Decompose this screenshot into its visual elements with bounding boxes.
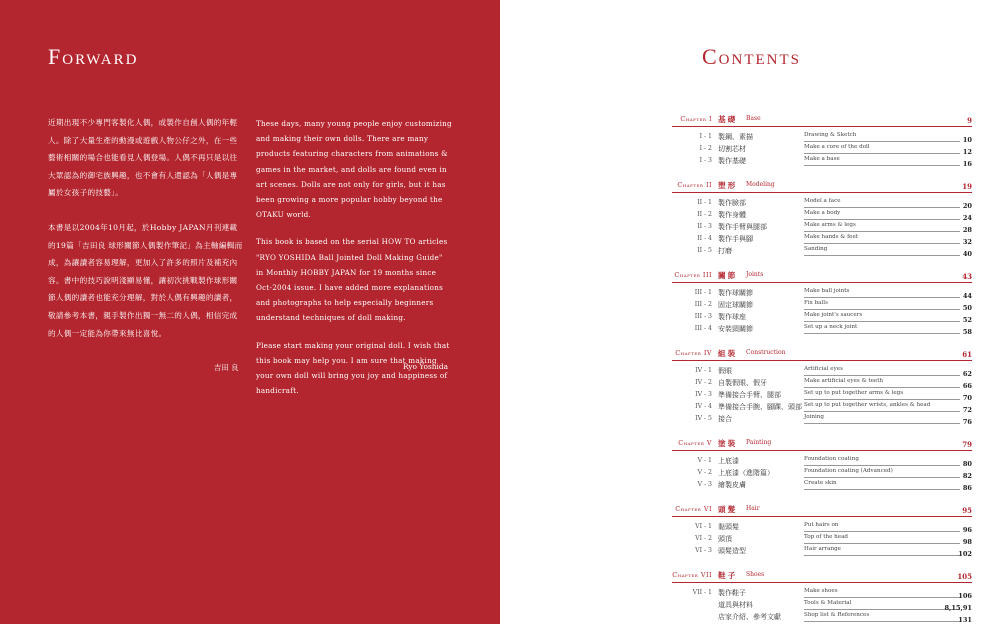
- toc-entry[interactable]: [672, 156, 972, 168]
- forward-title: Forward: [48, 44, 139, 69]
- entry-title-en: Foundation coating (Advanced): [804, 468, 893, 474]
- table-of-contents: [672, 114, 972, 636]
- chapter-divider: [672, 126, 972, 127]
- entry-number: II - 2: [697, 211, 712, 218]
- entry-number: I - 1: [699, 133, 712, 140]
- entry-title-zh: 假眼: [718, 367, 732, 375]
- entry-page-number: 40: [962, 250, 972, 258]
- entry-number: VII - 1: [692, 589, 712, 596]
- entry-number: IV - 4: [695, 403, 712, 410]
- entry-page-number: 66: [962, 382, 972, 390]
- entry-number: I - 3: [699, 157, 712, 164]
- entry-title-zh: 上底漆（進階篇）: [718, 469, 774, 477]
- chapter-divider: [672, 192, 972, 193]
- entry-title-en: Drawing & Sketch: [804, 132, 857, 138]
- entry-title-en: Shop list & References: [804, 612, 870, 618]
- entry-number: VI - 3: [695, 547, 712, 554]
- entry-leader-line: [804, 597, 960, 598]
- entry-page-number: 86: [962, 484, 972, 492]
- entry-leader-line: [804, 387, 960, 388]
- chapter-heading[interactable]: [672, 348, 972, 360]
- toc-entry[interactable]: [672, 522, 972, 534]
- entry-title-en: Sanding: [804, 246, 828, 252]
- entry-title-en: Set up to put together wrists, ankles & head: [804, 402, 931, 408]
- chapter-title-en: Modeling: [746, 181, 775, 188]
- entry-page-number: 50: [962, 304, 972, 312]
- entry-leader-line: [804, 297, 960, 298]
- entry-title-zh: 店家介紹、參考文獻: [718, 613, 781, 621]
- entry-leader-line: [804, 219, 960, 220]
- entry-number: I - 2: [699, 145, 712, 152]
- toc-entry[interactable]: [672, 402, 972, 414]
- entry-title-zh: 製作手與腳: [718, 235, 753, 243]
- chapter-heading[interactable]: [672, 114, 972, 126]
- chapter-page-number: 9: [967, 116, 972, 125]
- chapter-group: [672, 438, 972, 492]
- entry-leader-line: [804, 489, 960, 490]
- signature-english: Ryo Yoshida: [402, 362, 448, 371]
- chapter-page-number: 105: [957, 572, 972, 581]
- entry-number: III - 2: [694, 301, 712, 308]
- entry-title-zh: 頭髮造型: [718, 547, 746, 555]
- entry-title-en: Set up to put together arms & legs: [804, 390, 904, 396]
- entry-title-en: Artificial eyes: [804, 366, 843, 372]
- entry-title-zh: 上底漆: [718, 457, 739, 465]
- entry-page-number: 28: [962, 226, 972, 234]
- entry-title-en: Make a core of the doll: [804, 144, 870, 150]
- entry-title-zh: 製作身體: [718, 211, 746, 219]
- toc-entry[interactable]: [672, 246, 972, 258]
- entry-number: II - 5: [697, 247, 712, 254]
- toc-entry[interactable]: [672, 390, 972, 402]
- entry-page-number: 80: [962, 460, 972, 468]
- entry-leader-line: [804, 399, 960, 400]
- entry-leader-line: [804, 543, 960, 544]
- entry-title-zh: 頭頂: [718, 535, 732, 543]
- entry-title-en: Make arms & legs: [804, 222, 856, 228]
- entry-number: V - 3: [697, 481, 712, 488]
- en-paragraph-3: Please start making your original doll. I wish that this book may help you. I am sure that making your own doll will bring you joy and happiness of handicraft.: [256, 340, 450, 396]
- entry-title-en: Set up a neck joint: [804, 324, 858, 330]
- contents-title: Contents: [702, 44, 802, 69]
- entry-leader-line: [804, 465, 960, 466]
- chapter-heading[interactable]: [672, 438, 972, 450]
- chapter-title-zh: 鞋子: [718, 571, 738, 580]
- entry-leader-line: [804, 321, 960, 322]
- entry-title-zh: 製鋼、素描: [718, 133, 753, 141]
- entry-page-number: 106: [958, 592, 972, 600]
- entry-number: V - 2: [697, 469, 712, 476]
- chapter-label: Chapter II: [677, 181, 712, 189]
- chapter-title-en: Painting: [746, 439, 772, 446]
- toc-entry[interactable]: [672, 234, 972, 246]
- entry-page-number: 24: [962, 214, 972, 222]
- entry-leader-line: [804, 477, 960, 478]
- entry-title-zh: 道具與材料: [718, 601, 753, 609]
- entry-title-en: Make hands & feet: [804, 234, 859, 240]
- entry-title-zh: 自製假眼、假牙: [718, 379, 767, 387]
- entry-title-zh: 安裝頸關節: [718, 325, 753, 333]
- entry-leader-line: [804, 375, 960, 376]
- chapter-divider: [672, 582, 972, 583]
- entry-page-number: 72: [962, 406, 972, 414]
- toc-entry[interactable]: [672, 288, 972, 300]
- chapter-label: Chapter IV: [675, 349, 712, 357]
- entry-title-zh: 製作球關節: [718, 289, 753, 297]
- entry-title-zh: 切割芯材: [718, 145, 746, 153]
- toc-entry[interactable]: [672, 612, 972, 624]
- entry-title-en: Joining: [804, 414, 824, 420]
- entry-title-en: Make a base: [804, 156, 840, 162]
- chapter-title-en: Base: [746, 115, 761, 122]
- chapter-group: [672, 270, 972, 336]
- chapter-heading[interactable]: [672, 570, 972, 582]
- chapter-divider: [672, 360, 972, 361]
- chapter-title-zh: 基礎: [718, 115, 738, 124]
- chapter-group: [672, 570, 972, 624]
- entry-leader-line: [804, 309, 960, 310]
- chapter-group: [672, 504, 972, 558]
- entry-leader-line: [804, 555, 960, 556]
- chapter-divider: [672, 516, 972, 517]
- toc-entry[interactable]: [672, 210, 972, 222]
- chapter-label: Chapter V: [678, 439, 712, 447]
- toc-entry[interactable]: [672, 300, 972, 312]
- en-paragraph-2: This book is based on the serial HOW TO articles "RYO YOSHIDA Ball Jointed Doll Making Guide" in Monthly HOBBY JAPAN for 19 months since Oct-2004 issue. I have added more explanations and photographs to help especially beginners understand techniques of doll making.: [256, 237, 448, 323]
- toc-entry[interactable]: [672, 480, 972, 492]
- entry-title-en: Make artificial eyes & teeth: [804, 378, 884, 384]
- entry-leader-line: [804, 141, 960, 142]
- entry-number: VI - 2: [695, 535, 712, 542]
- chapter-group: [672, 114, 972, 168]
- toc-entry[interactable]: [672, 144, 972, 156]
- entry-number: III - 4: [694, 325, 712, 332]
- entry-title-en: Make a body: [804, 210, 841, 216]
- entry-title-en: Make ball joints: [804, 288, 850, 294]
- entry-title-en: Make joint's saucers: [804, 312, 863, 318]
- chapter-title-en: Shoes: [746, 571, 765, 578]
- signature-chinese: 吉田 良: [214, 363, 239, 372]
- entry-title-zh: 製作球座: [718, 313, 746, 321]
- chapter-title-en: Joints: [746, 271, 764, 278]
- toc-entry[interactable]: [672, 456, 972, 468]
- entry-title-en: Foundation coating: [804, 456, 859, 462]
- entry-number: II - 4: [697, 235, 712, 242]
- entry-leader-line: [804, 255, 960, 256]
- entry-number: IV - 2: [695, 379, 712, 386]
- chapter-heading[interactable]: [672, 180, 972, 192]
- entry-page-number: 76: [962, 418, 972, 426]
- entry-leader-line: [804, 333, 960, 334]
- entry-page-number: 44: [962, 292, 972, 300]
- toc-entry[interactable]: [672, 366, 972, 378]
- entry-leader-line: [804, 207, 960, 208]
- entry-leader-line: [804, 243, 960, 244]
- chapter-page-number: 19: [962, 182, 972, 191]
- chapter-label: Chapter III: [674, 271, 712, 279]
- entry-title-en: Hair arrange: [804, 546, 841, 552]
- entry-number: III - 3: [694, 313, 712, 320]
- chapter-title-en: Hair: [746, 505, 760, 512]
- entry-title-zh: 製作基礎: [718, 157, 746, 165]
- entry-title-en: Create skin: [804, 480, 837, 486]
- entry-leader-line: [804, 609, 960, 610]
- toc-entry[interactable]: [672, 198, 972, 210]
- entry-title-zh: 準備接合手臂、腿部: [718, 391, 781, 399]
- chapter-group: [672, 180, 972, 258]
- entry-title-zh: 製作臉部: [718, 199, 746, 207]
- entry-title-en: Fix balls: [804, 300, 828, 306]
- entry-number: II - 1: [697, 199, 712, 206]
- chapter-heading[interactable]: [672, 270, 972, 282]
- entry-title-zh: 打磨: [718, 247, 732, 255]
- forward-page: [0, 0, 500, 624]
- entry-page-number: 70: [962, 394, 972, 402]
- entry-leader-line: [804, 423, 960, 424]
- chapter-title-zh: 頭髮: [718, 505, 738, 514]
- entry-number: II - 3: [697, 223, 712, 230]
- entry-title-en: Top of the head: [804, 534, 849, 540]
- toc-entry[interactable]: [672, 534, 972, 546]
- entry-page-number: 58: [962, 328, 972, 336]
- en-paragraph-1: These days, many young people enjoy customizing and making their own dolls. There are many products featuring characters from animations & games in the market, and dolls are found even in art scenes. Dolls are not only for girls, but it has been growing a more popular hobby beyond the OTAKU world.: [256, 119, 452, 220]
- entry-page-number: 96: [962, 526, 972, 534]
- entry-number: IV - 5: [695, 415, 712, 422]
- chapter-title-zh: 關節: [718, 271, 738, 280]
- chapter-label: Chapter VI: [675, 505, 712, 513]
- chapter-title-zh: 塑形: [718, 181, 738, 190]
- chapter-group: [672, 348, 972, 426]
- toc-entry[interactable]: [672, 324, 972, 336]
- entry-page-number: 16: [962, 160, 972, 168]
- entry-page-number: 12: [962, 148, 972, 156]
- toc-entry[interactable]: [672, 132, 972, 144]
- entry-leader-line: [804, 153, 960, 154]
- entry-page-number: 20: [962, 202, 972, 210]
- toc-entry[interactable]: [672, 312, 972, 324]
- toc-entry[interactable]: [672, 378, 972, 390]
- entry-title-zh: 準備接合手腕、腳踝、頭部: [718, 403, 802, 411]
- toc-entry[interactable]: [672, 414, 972, 426]
- entry-leader-line: [804, 411, 960, 412]
- entry-title-zh: 繪製皮膚: [718, 481, 746, 489]
- entry-title-zh: 製作手臂與腿部: [718, 223, 767, 231]
- chapter-title-en: Construction: [746, 349, 786, 356]
- entry-page-number: 98: [962, 538, 972, 546]
- entry-leader-line: [804, 531, 960, 532]
- entry-title-en: Make shoes: [804, 588, 838, 594]
- toc-entry[interactable]: [672, 222, 972, 234]
- entry-page-number: 62: [962, 370, 972, 378]
- chapter-page-number: 61: [962, 350, 972, 359]
- entry-leader-line: [804, 165, 960, 166]
- chapter-page-number: 95: [962, 506, 972, 515]
- entry-number: V - 1: [697, 457, 712, 464]
- entry-title-en: Tools & Material: [804, 600, 852, 606]
- chapter-label: Chapter I: [680, 115, 712, 123]
- zh-paragraph-1: 近期出現不少專門客製化人偶，或製作自創人偶的年輕人。除了大量生產的動漫或遊戲人物公仔之外，在一些藝術相關的場合也能看見人偶登場。人偶不再只是以往大眾認為的御宅族興趣，也不會有人還認為「人偶是專屬於女孩子的技藝」。: [48, 118, 238, 198]
- entry-page-number: 8,15,91: [944, 604, 972, 612]
- entry-title-en: Model a face: [804, 198, 841, 204]
- entry-page-number: 32: [962, 238, 972, 246]
- toc-entry[interactable]: [672, 468, 972, 480]
- entry-title-zh: 接合: [718, 415, 732, 423]
- contents-page: [500, 0, 1000, 624]
- chapter-page-number: 43: [962, 272, 972, 281]
- toc-entry[interactable]: [672, 588, 972, 600]
- entry-number: IV - 3: [695, 391, 712, 398]
- entry-title-zh: 固定球關節: [718, 301, 753, 309]
- forward-chinese-text: [48, 114, 244, 359]
- chapter-divider: [672, 282, 972, 283]
- entry-leader-line: [804, 231, 960, 232]
- entry-number: VI - 1: [695, 523, 712, 530]
- toc-entry[interactable]: [672, 600, 972, 612]
- chapter-title-zh: 組裝: [718, 349, 738, 358]
- entry-title-zh: 黏頭髮: [718, 523, 739, 531]
- entry-leader-line: [804, 621, 960, 622]
- chapter-title-zh: 塗裝: [718, 439, 738, 448]
- chapter-label: Chapter VII: [672, 571, 712, 579]
- toc-entry[interactable]: [672, 546, 972, 558]
- chapter-divider: [672, 450, 972, 451]
- entry-page-number: 52: [962, 316, 972, 324]
- entry-number: III - 1: [694, 289, 712, 296]
- entry-title-en: Put hairs on: [804, 522, 839, 528]
- entry-number: IV - 1: [695, 367, 712, 374]
- entry-page-number: 131: [958, 616, 972, 624]
- entry-page-number: 82: [962, 472, 972, 480]
- chapter-page-number: 79: [962, 440, 972, 449]
- entry-page-number: 102: [958, 550, 972, 558]
- entry-page-number: 10: [962, 136, 972, 144]
- zh-paragraph-2: 本書是以2004年10月起，於Hobby JAPAN月刊連載的19篇「吉田良 球形關節人偶製作筆記」為主軸編輯而成，為讓讀者容易理解，更加入了許多的照片及補充內容。書中的技巧說明淺顯易懂，讓初次挑戰製作球形關節人偶的讀者也能充分理解，對於人偶有興趣的讀者，敬請參考本書，親手製作出獨一無二的人偶，相信完成的人偶一定能為你帶來無比喜悅。: [48, 222, 243, 338]
- entry-title-zh: 製作鞋子: [718, 589, 746, 597]
- chapter-heading[interactable]: [672, 504, 972, 516]
